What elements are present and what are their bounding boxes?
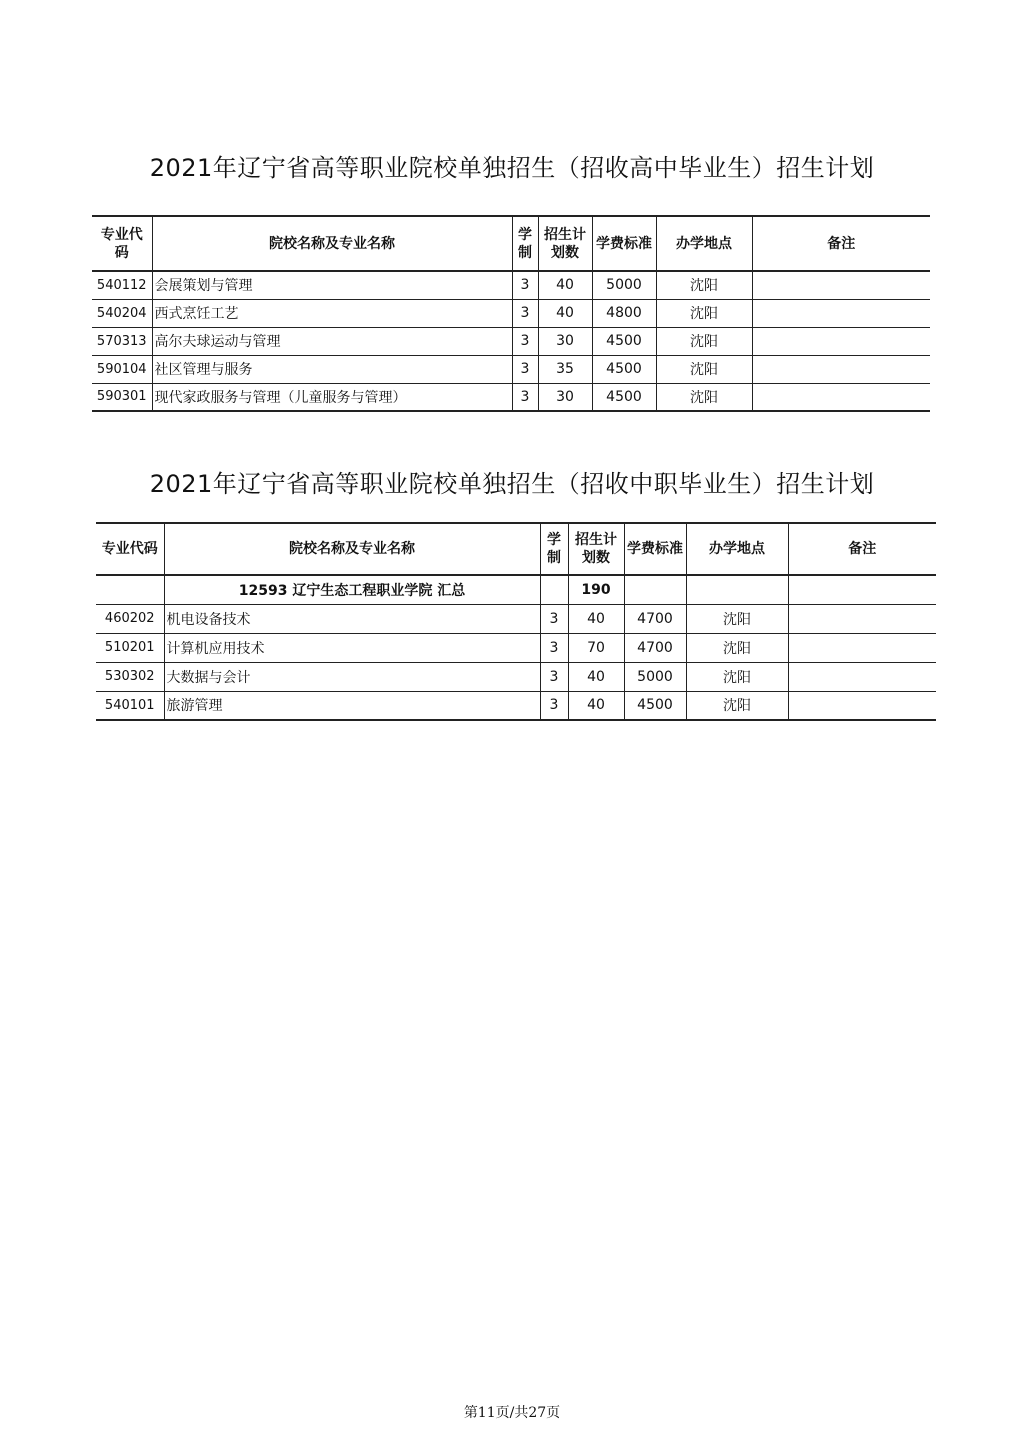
cell-location: 沈阳: [656, 327, 752, 355]
summary-row: [96, 575, 936, 604]
table-row: [96, 691, 936, 720]
cell-name: 计算机应用技术: [164, 633, 540, 662]
header-code: 专业代码: [96, 523, 164, 575]
cell-years: 3: [540, 604, 568, 633]
cell-note: [788, 662, 936, 691]
cell-plan: 70: [568, 633, 624, 662]
cell-location: 沈阳: [656, 355, 752, 383]
cell-name: 机电设备技术: [164, 604, 540, 633]
cell-code: 540101: [96, 691, 164, 720]
cell-note: [788, 633, 936, 662]
cell-code: 590301: [92, 383, 152, 411]
cell-fee: 5000: [592, 271, 656, 299]
cell-name: 旅游管理: [164, 691, 540, 720]
cell-fee: 4700: [624, 633, 686, 662]
cell-note: [788, 604, 936, 633]
table-row: [96, 633, 936, 662]
cell-years: 3: [540, 633, 568, 662]
cell-code: 510201: [96, 633, 164, 662]
cell-location: 沈阳: [656, 299, 752, 327]
header-years: 学制: [540, 523, 568, 575]
header-plan: 招生计划数: [538, 216, 592, 271]
cell-note: [788, 691, 936, 720]
header-name: 院校名称及专业名称: [164, 523, 540, 575]
cell-name: 会展策划与管理: [152, 271, 512, 299]
cell-code: [96, 575, 164, 604]
summary-plan: 190: [568, 575, 624, 604]
header-fee: 学费标准: [592, 216, 656, 271]
cell-note: [752, 383, 930, 411]
section2-table: [96, 522, 936, 721]
cell-note: [752, 271, 930, 299]
cell-fee: 4800: [592, 299, 656, 327]
table-row: [92, 383, 930, 411]
cell-note: [788, 575, 936, 604]
cell-plan: 30: [538, 327, 592, 355]
cell-location: 沈阳: [686, 633, 788, 662]
cell-years: 3: [540, 691, 568, 720]
cell-code: 590104: [92, 355, 152, 383]
cell-code: 540204: [92, 299, 152, 327]
cell-plan: 40: [538, 299, 592, 327]
section2-title: 2021年辽宁省高等职业院校单独招生（招收中职毕业生）招生计划: [149, 470, 875, 498]
header-fee: 学费标准: [624, 523, 686, 575]
cell-plan: 35: [538, 355, 592, 383]
section1-title: 2021年辽宁省高等职业院校单独招生（招收高中毕业生）招生计划: [149, 154, 875, 182]
cell-fee: [624, 575, 686, 604]
cell-code: 530302: [96, 662, 164, 691]
cell-years: 3: [512, 327, 538, 355]
cell-name: 现代家政服务与管理（儿童服务与管理）: [152, 383, 512, 411]
cell-plan: 30: [538, 383, 592, 411]
table-row: [92, 355, 930, 383]
header-location: 办学地点: [656, 216, 752, 271]
header-name: 院校名称及专业名称: [152, 216, 512, 271]
cell-plan: 40: [568, 691, 624, 720]
summary-label: 12593 辽宁生态工程职业学院 汇总: [164, 575, 540, 604]
cell-fee: 4500: [624, 691, 686, 720]
cell-location: 沈阳: [656, 383, 752, 411]
cell-name: 西式烹饪工艺: [152, 299, 512, 327]
cell-note: [752, 327, 930, 355]
cell-name: 社区管理与服务: [152, 355, 512, 383]
cell-location: [686, 575, 788, 604]
header-plan: 招生计划数: [568, 523, 624, 575]
cell-years: 3: [512, 271, 538, 299]
cell-years: [540, 575, 568, 604]
cell-location: 沈阳: [686, 691, 788, 720]
header-note: 备注: [788, 523, 936, 575]
cell-fee: 5000: [624, 662, 686, 691]
table-row: [96, 604, 936, 633]
header-code: 专业代码: [92, 216, 152, 271]
page-number: 第11页/共27页: [463, 1405, 561, 1421]
cell-plan: 40: [568, 604, 624, 633]
section1-table: [92, 215, 930, 412]
cell-code: 460202: [96, 604, 164, 633]
cell-fee: 4500: [592, 383, 656, 411]
cell-note: [752, 355, 930, 383]
cell-years: 3: [512, 299, 538, 327]
cell-fee: 4700: [624, 604, 686, 633]
cell-fee: 4500: [592, 327, 656, 355]
table-row: [92, 299, 930, 327]
cell-code: 540112: [92, 271, 152, 299]
cell-location: 沈阳: [686, 662, 788, 691]
section1-header-row: [92, 216, 930, 271]
cell-name: 高尔夫球运动与管理: [152, 327, 512, 355]
table-row: [92, 327, 930, 355]
section2-header-row: [96, 523, 936, 575]
cell-years: 3: [512, 383, 538, 411]
cell-years: 3: [512, 355, 538, 383]
table-row: [96, 662, 936, 691]
cell-plan: 40: [538, 271, 592, 299]
cell-name: 大数据与会计: [164, 662, 540, 691]
cell-years: 3: [540, 662, 568, 691]
cell-location: 沈阳: [656, 271, 752, 299]
cell-plan: 40: [568, 662, 624, 691]
header-note: 备注: [752, 216, 930, 271]
table-row: [92, 271, 930, 299]
cell-code: 570313: [92, 327, 152, 355]
header-location: 办学地点: [686, 523, 788, 575]
cell-fee: 4500: [592, 355, 656, 383]
header-years: 学制: [512, 216, 538, 271]
cell-location: 沈阳: [686, 604, 788, 633]
cell-note: [752, 299, 930, 327]
